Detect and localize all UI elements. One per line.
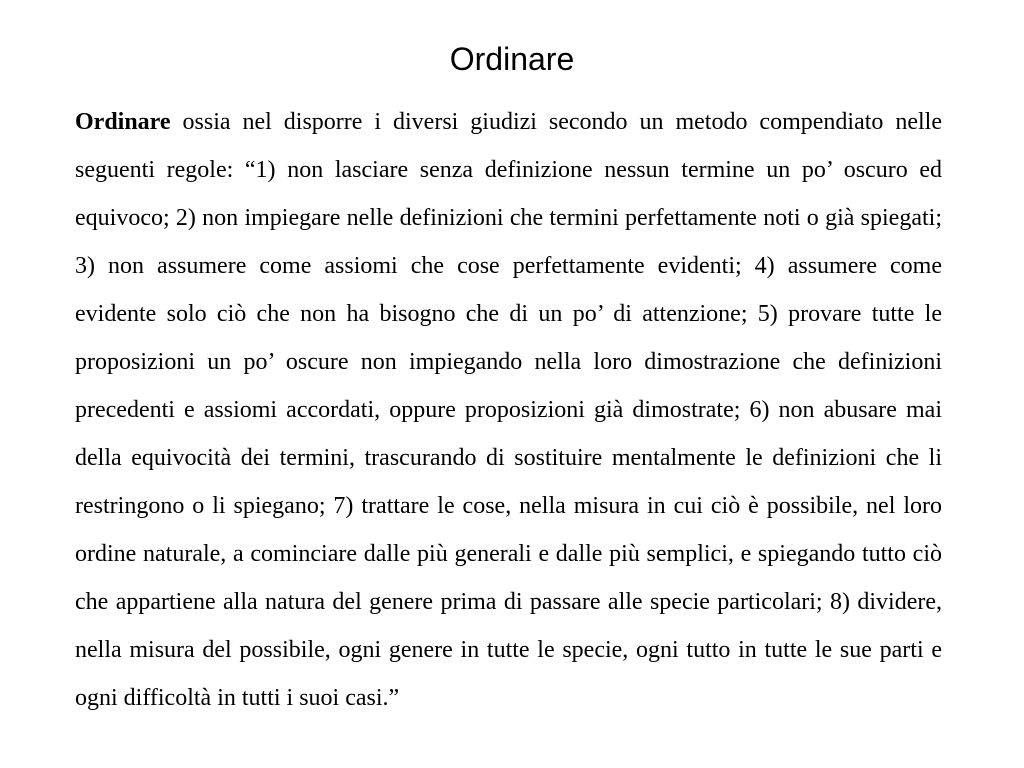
slide-body-paragraph bbox=[75, 98, 942, 722]
definition-text: ossia nel disporre i diversi giudizi secondo un metodo compendiato nelle seguenti regole: “1) non lasciare senza definizione nessun termine un po’ oscuro ed equivoco; 2) non impiegare nelle definizioni che termini perfettamente noti o già spiegati; 3) non assumere come assiomi che cose perfettamente evidenti; 4) assumere come evidente solo ciò che non ha bisogno che di un po’ di attenzione; 5) provare tutte le proposizioni un po’ oscure non impiegando nella loro dimostrazione che definizioni precedenti e assiomi accordati, oppure proposizioni già dimostrate; 6) non abusare mai della equivocità dei termini, trascurando di sostituire mentalmente le definizioni che li restringono o li spiegano; 7) trattare le cose, nella misura in cui ciò è possibile, nel loro ordine naturale, a cominciare dalle più generali e dalle più semplici, e spiegando tutto ciò che appartiene alla natura del genere prima di passare alle specie particolari; 8) dividere, nella misura del possibile, ogni genere in tutte le specie, ogni tutto in tutte le sue parti e ogni difficoltà in tutti i suoi casi.” bbox=[75, 109, 942, 711]
slide-title: Ordinare bbox=[449, 41, 575, 77]
defined-term: Ordinare bbox=[75, 109, 171, 135]
